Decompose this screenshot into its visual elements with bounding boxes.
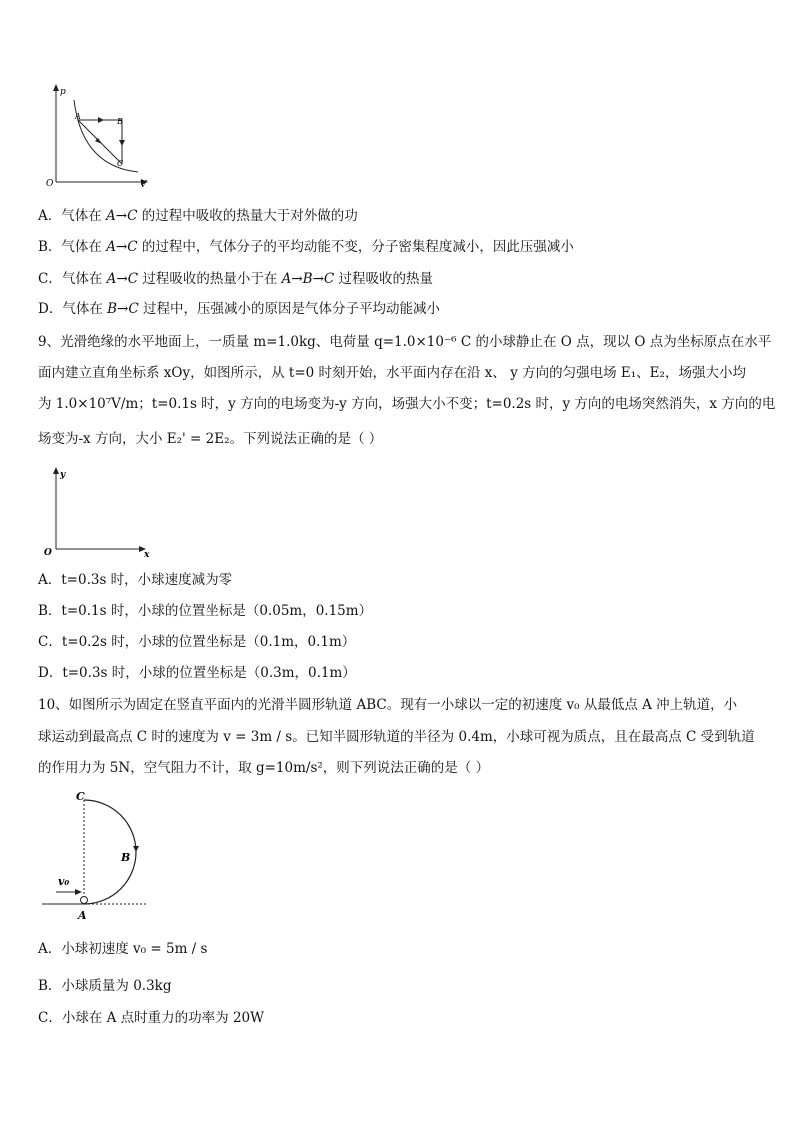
q9-stem-line-3: 为 1.0×10⁷V/m；t=0.1s 时，y 方向的电场变为-y 方向，场强大小不变；t=0.2s 时，y 方向的电场突然消失，x 方向的电 <box>38 396 776 412</box>
q10-stem-line-2: 球运动到最高点 C 时的速度为 v = 3m / s。已知半圆形轨道的半径为 0.4m，小球可视为质点，且在最高点 C 受到轨道 <box>38 729 755 745</box>
arrow-a-b <box>98 117 104 123</box>
isotherm-curve <box>74 100 138 172</box>
xoy-axes-figure <box>40 465 170 560</box>
q8-option-b: B．气体在 A→C 的过程中，气体分子的平均动能不变，分子密集程度减小，因此压强减小 <box>38 239 574 255</box>
q8-option-d: D．气体在 B→C 过程中，压强减小的原因是气体分子平均动能减小 <box>38 301 440 317</box>
label-y: y <box>60 470 66 480</box>
q10-option-b: B．小球质量为 0.3kg <box>38 978 172 994</box>
q9-stem-line-4: 场变为-x 方向，大小 E₂' = 2E₂。下列说法正确的是（ ） <box>38 431 383 447</box>
y-axis-arrow <box>53 467 59 474</box>
q9-stem-line-1: 9、光滑绝缘的水平地面上，一质量 m=1.0kg、电荷量 q=1.0×10⁻⁶ C 的小球静止在 O 点，现以 O 点为坐标原点在水平 <box>38 334 772 350</box>
q9-option-a: A．t=0.3s 时，小球速度减为零 <box>38 572 233 588</box>
q10-stem-line-3: 的作用力为 5N，空气阻力不计，取 g=10m/s²，则下列说法正确的是（ ） <box>38 760 490 776</box>
label-x: x <box>144 550 150 560</box>
q9-stem-line-2: 面内建立直角坐标系 xOy，如图所示，从 t=0 时刻开始，水平面内存在沿 x、 y 方向的匀强电场 E₁、E₂，场强大小均 <box>38 365 746 381</box>
q10-option-a: A．小球初速度 v₀ = 5m / s <box>38 941 208 957</box>
label-b: B <box>121 851 131 864</box>
q8-option-a: A．气体在 A→C 的过程中吸收的热量大于对外做的功 <box>38 208 358 224</box>
v0-arrow-head <box>75 889 82 895</box>
q10-option-c: C．小球在 A 点时重力的功率为 20W <box>38 1010 265 1026</box>
arrow-a-c <box>95 138 102 144</box>
label-v: V <box>140 180 147 190</box>
q9-option-d: D．t=0.3s 时，小球的位置坐标是（0.3m，0.1m） <box>38 665 356 681</box>
semicircle-track-figure <box>40 788 160 923</box>
p-axis-arrow <box>53 84 59 91</box>
track-arrow <box>133 846 139 852</box>
ball <box>81 897 88 904</box>
label-c: C <box>76 790 85 803</box>
label-c: C <box>117 159 124 168</box>
label-o: O <box>44 548 52 558</box>
label-b: B <box>117 117 123 126</box>
label-p: p <box>60 87 66 97</box>
label-a: A <box>75 112 81 121</box>
q9-option-c: C．t=0.2s 时，小球的位置坐标是（0.1m，0.1m） <box>38 634 356 650</box>
q10-stem-line-1: 10、如图所示为固定在竖直平面内的光滑半圆形轨道 ABC。现有一小球以一定的初速度 v₀ 从最低点 A 冲上轨道，小 <box>38 697 738 713</box>
pv-diagram <box>40 82 160 192</box>
label-v0: v₀ <box>58 875 70 888</box>
label-o: O <box>46 179 54 189</box>
q9-option-b: B．t=0.1s 时，小球的位置坐标是（0.05m，0.15m） <box>38 603 373 619</box>
label-a: A <box>78 909 87 922</box>
arrow-b-c <box>119 140 125 146</box>
q8-option-c: C．气体在 A→C 过程吸收的热量小于在 A→B→C 过程吸收的热量 <box>38 271 434 287</box>
